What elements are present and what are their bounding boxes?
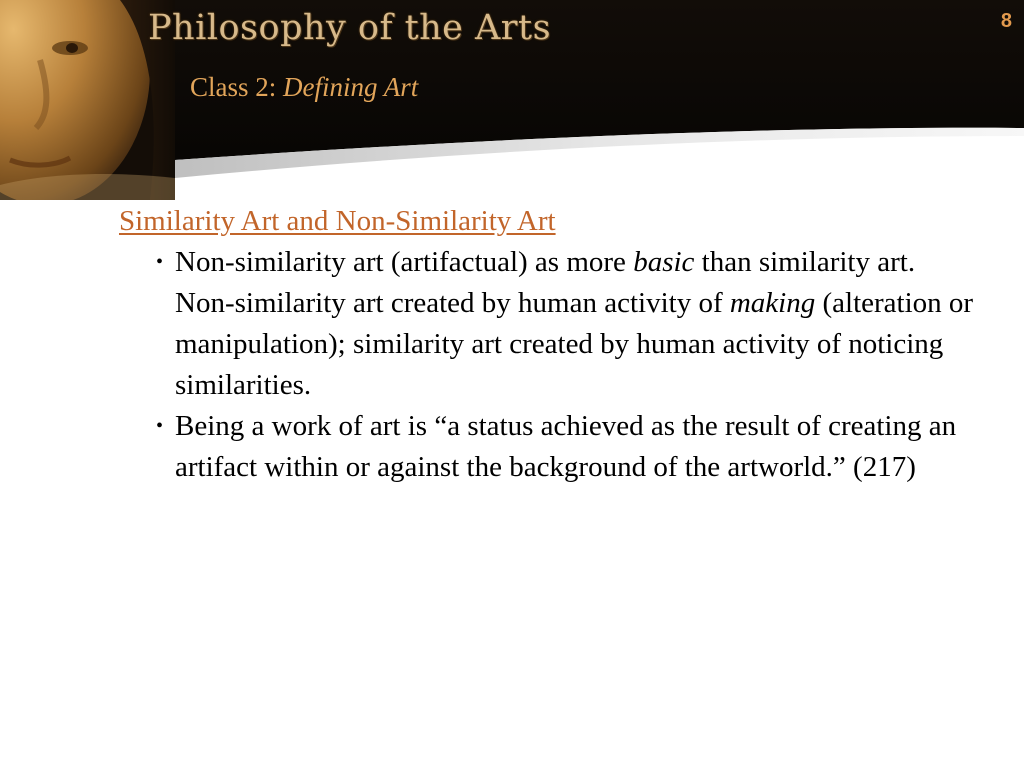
bullet-emphasis: making xyxy=(729,287,816,319)
bullet-text: Being a work of art is “a status achieved as the result of creating an artifact within or against the background of the artworld.” (217) xyxy=(175,410,957,483)
bullet-icon: • xyxy=(156,415,164,437)
course-title: Philosophy of the Arts xyxy=(148,8,552,48)
bullet-item xyxy=(156,406,979,488)
bullet-item xyxy=(156,242,979,406)
bullet-text: than similarity art. Non-similarity art created by human activity of xyxy=(175,246,916,319)
slide-body xyxy=(119,205,979,488)
bullet-text: Non-similarity art (artifactual) as more xyxy=(175,246,634,278)
class-label: Class 2: xyxy=(190,72,277,102)
bullet-emphasis: basic xyxy=(633,246,695,278)
bullet-icon: • xyxy=(156,251,164,273)
bullet-list xyxy=(119,242,979,488)
class-title xyxy=(190,72,418,103)
slide-number: 8 xyxy=(1000,10,1012,32)
slide-header xyxy=(0,0,1024,200)
section-heading-link[interactable]: Similarity Art and Non-Similarity Art xyxy=(119,205,556,237)
class-topic: Defining Art xyxy=(283,72,419,102)
bullet-text: (alteration or manipulation); similarity art created by human activity of noticing similarities. xyxy=(175,287,974,401)
